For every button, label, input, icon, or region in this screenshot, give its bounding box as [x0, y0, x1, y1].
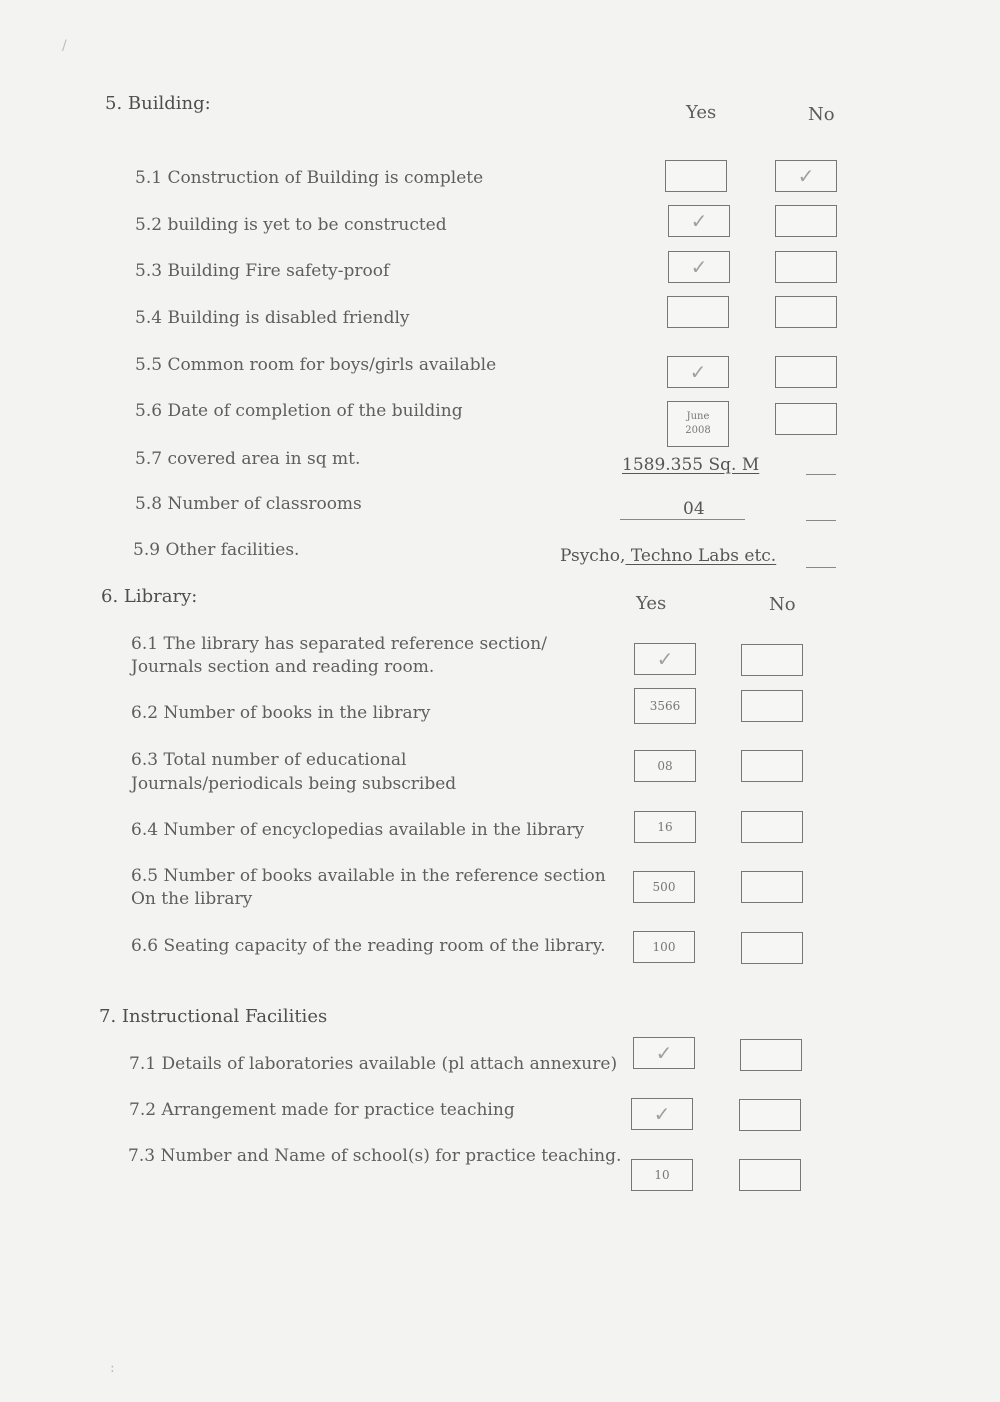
item-6-3-no-box: [741, 750, 803, 782]
item-5-5-label: 5.5 Common room for boys/girls available: [135, 355, 497, 375]
item-5-6-label: 5.6 Date of completion of the building: [135, 401, 463, 421]
reference-books-count-box: 500: [633, 871, 695, 903]
item-5-1-no-box: ✓: [775, 160, 837, 192]
library-heading: 6. Library:: [101, 586, 198, 607]
item-5-8-no-blank: [806, 520, 836, 521]
item-5-2-yes-box: ✓: [668, 205, 730, 237]
item-5-5-yes-box: ✓: [667, 356, 729, 388]
item-7-2-yes-box: ✓: [631, 1098, 693, 1130]
item-6-1-yes-box: ✓: [634, 643, 696, 675]
other-facilities-value: [560, 546, 776, 566]
item-6-5-label-line1: 6.5 Number of books available in the reference section: [131, 866, 606, 886]
practice-schools-count-box: 10: [631, 1159, 693, 1191]
item-7-2-no-box: [739, 1099, 801, 1131]
completion-month: June: [686, 411, 710, 422]
item-6-5-label-line2: On the library: [131, 889, 253, 909]
building-heading: 5. Building:: [105, 93, 211, 114]
item-5-3-label: 5.3 Building Fire safety-proof: [135, 261, 390, 281]
item-5-9-no-blank: [806, 567, 836, 568]
classrooms-underline: [620, 519, 745, 520]
completion-year: 2008: [685, 425, 711, 436]
building-no-header: No: [808, 104, 835, 125]
building-yes-header: Yes: [686, 102, 717, 123]
item-5-4-no-box: [775, 296, 837, 328]
encyclopedias-count-box: 16: [634, 811, 696, 843]
item-5-5-no-box: [775, 356, 837, 388]
item-5-4-yes-box: [667, 296, 729, 328]
scan-mark: /: [62, 38, 67, 54]
item-5-9-label: 5.9 Other facilities.: [133, 540, 300, 560]
instructional-heading: 7. Instructional Facilities: [99, 1006, 328, 1027]
item-6-2-label: 6.2 Number of books in the library: [131, 703, 431, 723]
other-facilities-prefix: Psycho,: [560, 546, 626, 566]
books-count-box: 3566: [634, 688, 696, 724]
other-facilities-text: Techno Labs etc.: [625, 546, 777, 566]
item-6-4-no-box: [741, 811, 803, 843]
item-5-6-no-box: [775, 403, 837, 435]
item-6-1-label-line1: 6.1 The library has separated reference section/: [131, 634, 547, 654]
item-6-3-label-line2: Journals/periodicals being subscribed: [131, 774, 457, 794]
item-5-7-label: 5.7 covered area in sq mt.: [135, 449, 361, 469]
scan-mark: :: [110, 1360, 115, 1376]
item-5-7-no-blank: [806, 474, 836, 475]
item-7-2-label: 7.2 Arrangement made for practice teaching: [129, 1100, 515, 1120]
item-6-2-no-box: [741, 690, 803, 722]
item-5-2-label: 5.2 building is yet to be constructed: [135, 215, 447, 235]
item-5-4-label: 5.4 Building is disabled friendly: [135, 308, 410, 328]
item-7-3-label: 7.3 Number and Name of school(s) for practice teaching.: [128, 1146, 622, 1166]
item-6-4-label: 6.4 Number of encyclopedias available in the library: [131, 820, 585, 840]
library-no-header: No: [769, 594, 796, 615]
item-6-6-no-box: [741, 932, 803, 964]
item-5-3-no-box: [775, 251, 837, 283]
journals-count-box: 08: [634, 750, 696, 782]
classrooms-value: 04: [683, 499, 705, 519]
item-5-6-date-box: [667, 401, 729, 447]
item-6-3-label-line1: 6.3 Total number of educational: [131, 750, 407, 770]
item-6-5-no-box: [741, 871, 803, 903]
item-5-2-no-box: [775, 205, 837, 237]
item-7-1-yes-box: ✓: [633, 1037, 695, 1069]
item-6-1-no-box: [741, 644, 803, 676]
seating-capacity-box: 100: [633, 931, 695, 963]
covered-area-value: 1589.355 Sq. M: [622, 455, 760, 475]
item-5-3-yes-box: ✓: [668, 251, 730, 283]
item-5-1-yes-box: [665, 160, 727, 192]
item-5-1-label: 5.1 Construction of Building is complete: [135, 168, 484, 188]
item-5-8-label: 5.8 Number of classrooms: [135, 494, 362, 514]
item-6-6-label: 6.6 Seating capacity of the reading room of the library.: [131, 936, 606, 956]
item-6-1-label-line2: Journals section and reading room.: [131, 657, 435, 677]
item-7-1-label: 7.1 Details of laboratories available (pl attach annexure): [129, 1054, 618, 1074]
library-yes-header: Yes: [636, 593, 667, 614]
item-7-1-no-box: [740, 1039, 802, 1071]
item-7-3-no-box: [739, 1159, 801, 1191]
